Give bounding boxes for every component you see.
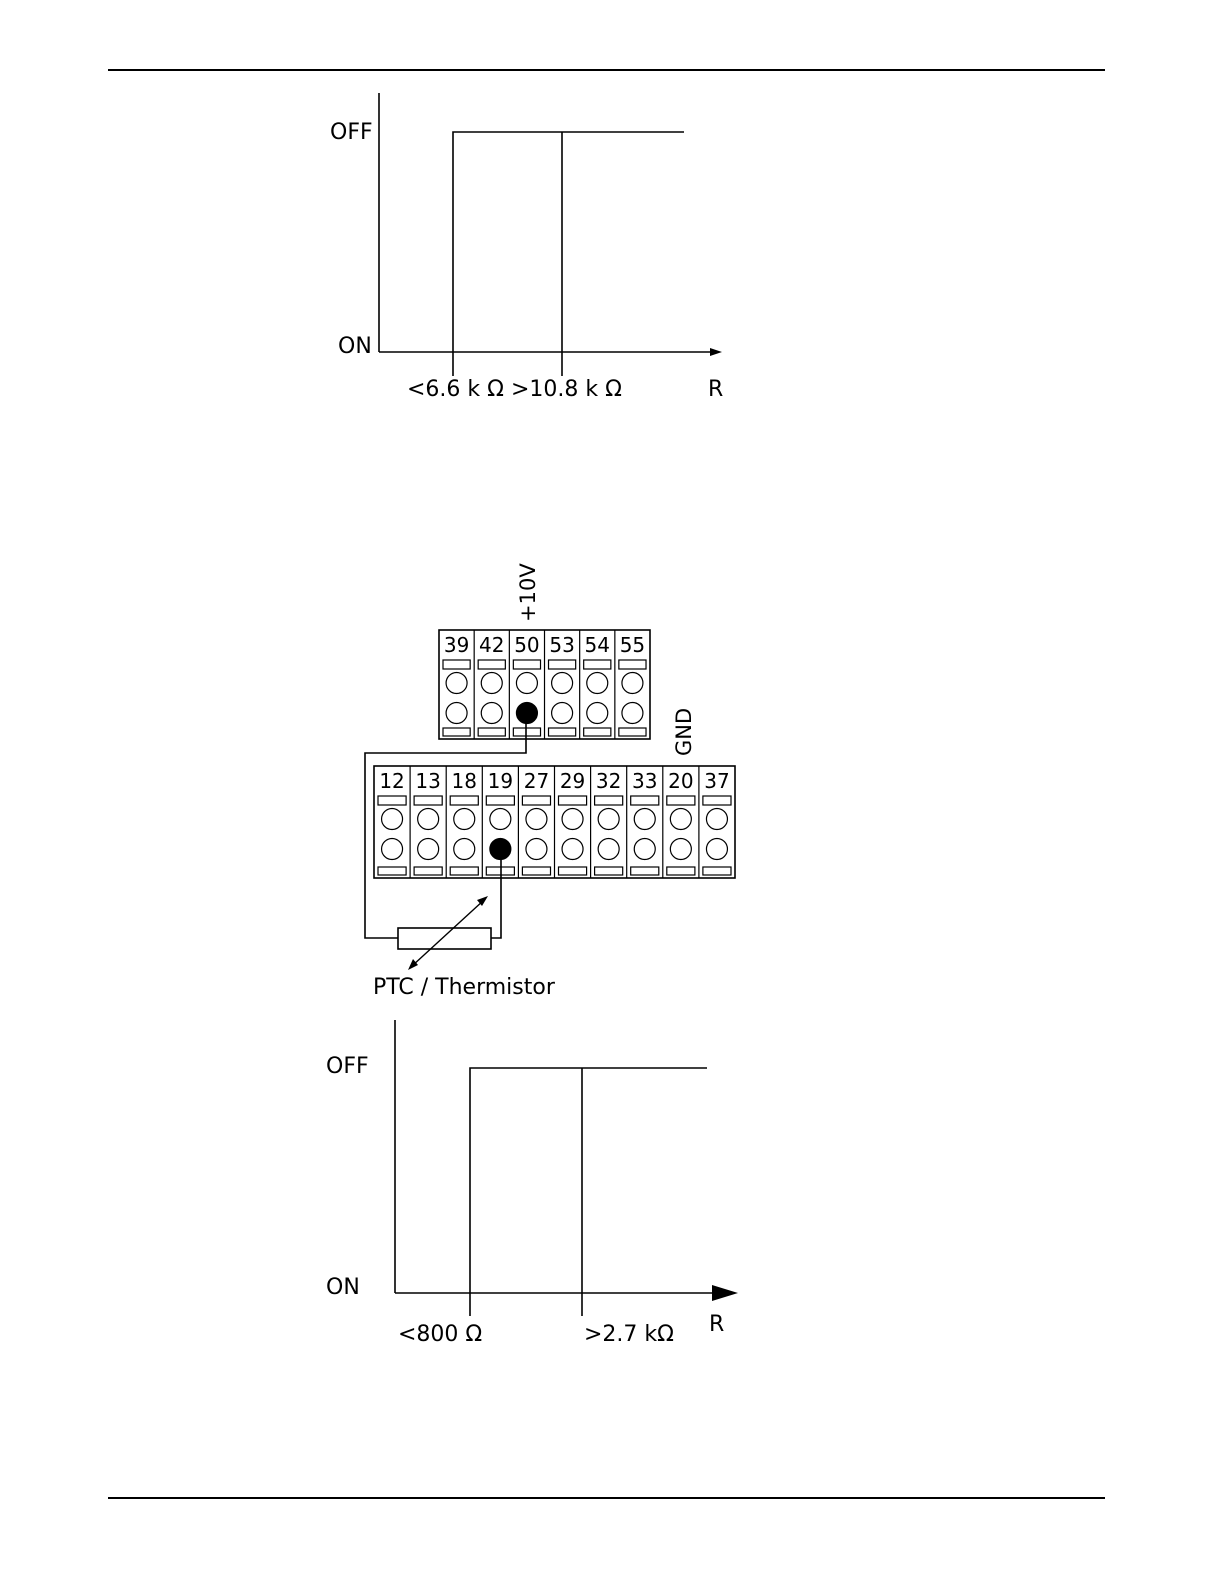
terminal-bottom-slot <box>703 867 731 875</box>
terminal-bottom-slot <box>414 867 442 875</box>
terminal-53 <box>545 630 576 739</box>
gnd-label: GND <box>672 707 696 756</box>
terminal-number: 54 <box>584 633 610 657</box>
terminal-screw-upper <box>490 809 511 830</box>
terminal-number: 19 <box>487 769 514 793</box>
off-label: OFF <box>330 120 373 145</box>
terminal-top-slot <box>703 796 731 805</box>
x-axis-arrowhead <box>712 1285 738 1301</box>
terminal-screw-upper <box>552 673 573 694</box>
off-label: OFF <box>326 1054 369 1079</box>
terminal-29 <box>555 766 587 878</box>
terminal-screw-upper <box>454 809 475 830</box>
terminal-screw-lower <box>706 839 727 860</box>
switch-diagram-2 <box>326 1020 738 1347</box>
terminal-bottom-slot <box>667 867 695 875</box>
terminal-18 <box>446 766 478 878</box>
thermistor-label: PTC / Thermistor <box>373 975 555 1000</box>
terminal-top-slot <box>595 796 623 805</box>
terminal-top-slot <box>414 796 442 805</box>
terminal-number: 55 <box>619 633 646 657</box>
terminal-number: 20 <box>668 769 694 793</box>
terminal-number: 42 <box>479 633 505 657</box>
terminal-screw-upper <box>382 809 403 830</box>
terminal-screw-upper <box>634 809 655 830</box>
terminal-bottom-slot <box>595 867 623 875</box>
terminal-bottom-slot <box>513 728 540 736</box>
bottom-terminal-group <box>378 766 731 878</box>
threshold-high-label: >2.7 kΩ <box>584 1322 674 1347</box>
terminal-top-slot <box>522 796 550 805</box>
terminal-20 <box>663 766 695 878</box>
terminal-19 <box>482 766 514 878</box>
terminal-33 <box>627 766 659 878</box>
terminal-top-slot <box>378 796 406 805</box>
terminal-screw-upper <box>562 809 583 830</box>
terminal-number: 29 <box>559 769 586 793</box>
terminal-13 <box>410 766 442 878</box>
on-label: ON <box>326 1275 360 1300</box>
terminal-screw-upper <box>670 809 691 830</box>
axis-r-label: R <box>708 377 724 402</box>
terminal-54 <box>580 630 611 739</box>
terminal-bottom-slot <box>478 728 505 736</box>
threshold-high-label: >10.8 k Ω <box>511 377 622 402</box>
threshold-low-label: <6.6 k Ω <box>407 377 504 402</box>
terminal-bottom-slot <box>631 867 659 875</box>
terminal-number: 18 <box>451 769 477 793</box>
terminal-screw-lower <box>526 839 547 860</box>
terminal-screw-lower <box>454 839 475 860</box>
terminal-top-slot <box>443 660 470 669</box>
terminal-55 <box>615 630 646 739</box>
thermistor-arrowhead-bottom <box>408 959 418 970</box>
terminal-number: 53 <box>549 633 575 657</box>
terminal-number: 13 <box>415 769 441 793</box>
terminal-50 <box>509 630 540 739</box>
terminal-screw-lower <box>552 703 573 724</box>
terminal-screw-upper <box>598 809 619 830</box>
plus-10v-label: +10V <box>516 563 540 622</box>
axis-r-label: R <box>709 1312 725 1337</box>
wire-from-terminal-19 <box>491 850 501 938</box>
terminal-screw-upper <box>526 809 547 830</box>
wiring-diagram <box>365 563 735 1000</box>
terminal-screw-lower <box>634 839 655 860</box>
on-label: ON <box>338 334 372 359</box>
terminal-top-slot <box>450 796 478 805</box>
terminal-top-slot <box>619 660 646 669</box>
terminal-screw-lower <box>598 839 619 860</box>
top-terminal-group <box>443 630 646 739</box>
threshold-low-label: <800 Ω <box>398 1322 483 1347</box>
terminal-number: 39 <box>443 633 470 657</box>
terminal-screw-upper <box>587 673 608 694</box>
thermistor-symbol <box>398 928 491 949</box>
terminal-number: 50 <box>514 633 540 657</box>
terminal-top-slot <box>631 796 659 805</box>
switch-diagram-1 <box>330 93 723 402</box>
terminal-42 <box>474 630 505 739</box>
terminal-top-slot <box>478 660 505 669</box>
terminal-screw-lower <box>562 839 583 860</box>
terminal-screw-connected <box>516 703 537 724</box>
terminal-screw-upper <box>481 673 502 694</box>
terminal-screw-upper <box>706 809 727 830</box>
terminal-top-slot <box>549 660 576 669</box>
terminal-screw-lower <box>418 839 439 860</box>
terminal-39 <box>443 633 470 736</box>
terminal-screw-upper <box>622 673 643 694</box>
terminal-top-slot <box>559 796 587 805</box>
terminal-bottom-slot <box>584 728 611 736</box>
terminal-screw-lower <box>587 703 608 724</box>
terminal-bottom-slot <box>450 867 478 875</box>
terminal-top-slot <box>513 660 540 669</box>
terminal-screw-lower <box>446 703 467 724</box>
terminal-number: 37 <box>704 769 730 793</box>
terminal-bottom-slot <box>619 728 646 736</box>
terminal-bottom-slot <box>549 728 576 736</box>
terminal-top-slot <box>584 660 611 669</box>
terminal-screw-lower <box>382 839 403 860</box>
terminal-number: 33 <box>632 769 658 793</box>
terminal-37 <box>699 766 731 878</box>
terminal-number: 32 <box>595 769 622 793</box>
terminal-screw-upper <box>516 673 537 694</box>
x-axis-arrowhead <box>710 348 722 356</box>
terminal-top-slot <box>486 796 514 805</box>
terminal-bottom-slot <box>522 867 550 875</box>
terminal-number: 12 <box>379 769 405 793</box>
terminal-bottom-slot <box>559 867 587 875</box>
terminal-screw-upper <box>418 809 439 830</box>
terminal-screw-lower <box>481 703 502 724</box>
terminal-number: 27 <box>523 769 550 793</box>
terminal-12 <box>378 769 406 875</box>
terminal-bottom-slot <box>378 867 406 875</box>
terminal-screw-lower <box>622 703 643 724</box>
terminal-top-slot <box>667 796 695 805</box>
terminal-27 <box>518 766 550 878</box>
switch-curve <box>453 132 684 376</box>
switch-curve <box>470 1068 707 1316</box>
terminal-screw-lower <box>670 839 691 860</box>
terminal-bottom-slot <box>443 728 470 736</box>
terminal-screw-upper <box>446 673 467 694</box>
terminal-32 <box>591 766 623 878</box>
